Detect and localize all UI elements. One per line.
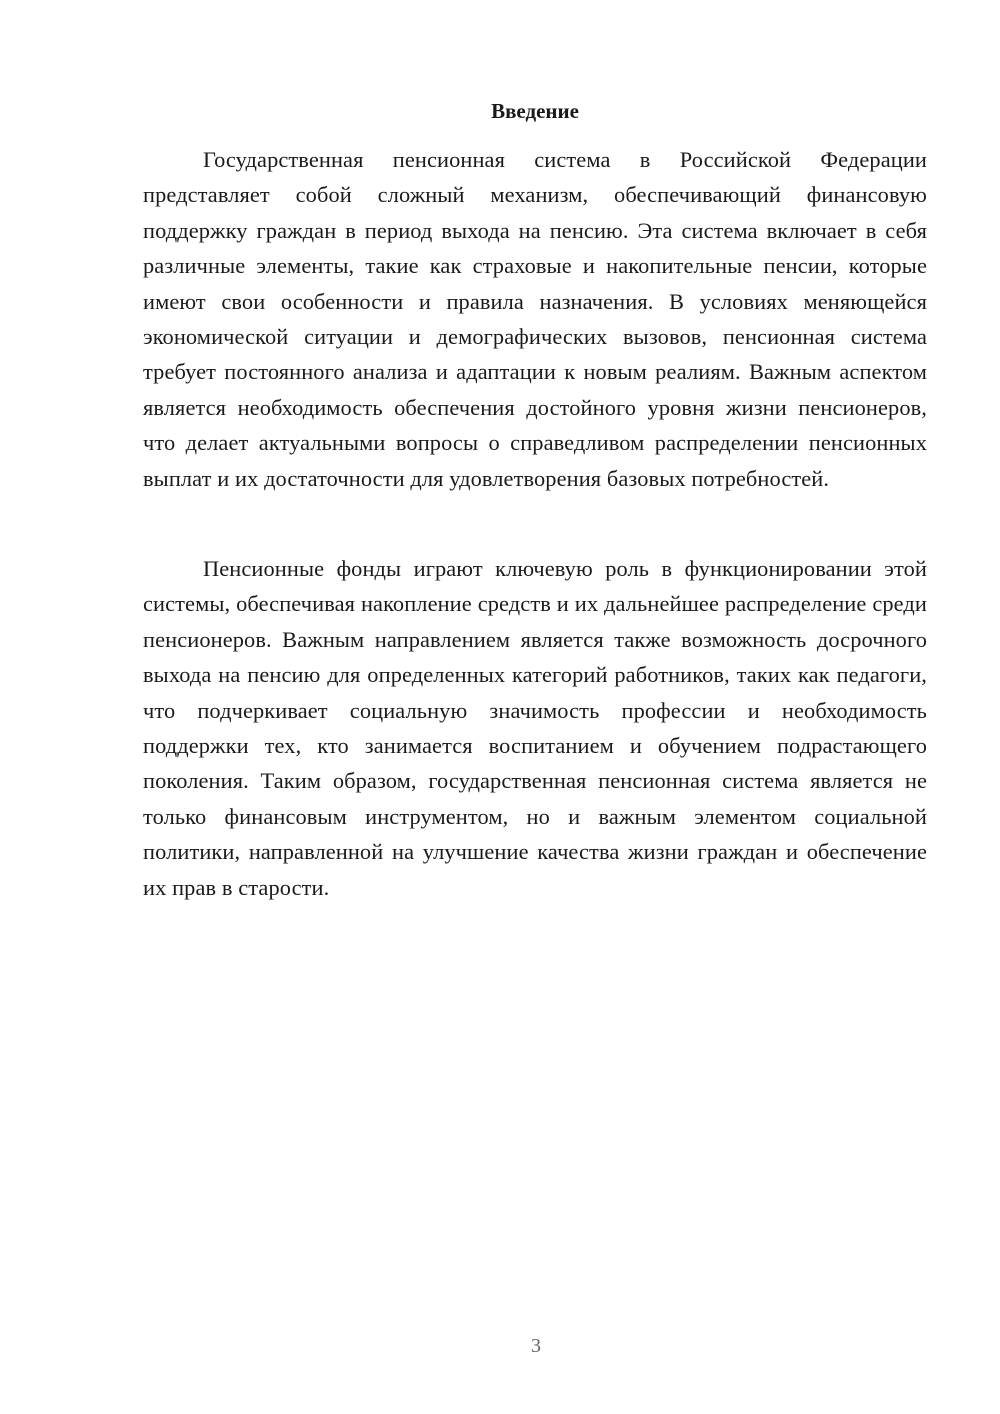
page-title: Введение [491,99,579,123]
page-number: 3 [531,1335,541,1357]
paragraph-1: Государственная пенсионная система в Российской Федерации представляет собой сложный механизм, обеспечивающий финансовую поддержку граждан в период выхода на пенсию. Эта система включает в себя различные элементы, такие как страховые и накопительные пенсии, которые имеют свои особенности и правила назначения. В условиях меняющейся экономической ситуации и демографических вызовов, пенсионная система требует постоянного анализа и адаптации к новым реалиям. Важным аспектом является необходимость обеспечения достойного уровня жизни пенсионеров, что делает актуальными вопросы о справедливом распределении пенсионных выплат и их достаточности для удовлетворения базовых потребностей. [143,147,927,491]
paragraph-2: Пенсионные фонды играют ключевую роль в функционировании этой системы, обеспечивая накопление средств и их дальнейшее распределение среди пенсионеров. Важным направлением является также возможность досрочного выхода на пенсию для определенных категорий работников, таких как педагоги, что подчеркивает социальную значимость профессии и необходимость поддержки тех, кто занимается воспитанием и обучением подрастающего поколения. Таким образом, государственная пенсионная система является не только финансовым инструментом, но и важным элементом социальной политики, направленной на улучшение качества жизни граждан и обеспечение их прав в старости. [143,556,927,900]
